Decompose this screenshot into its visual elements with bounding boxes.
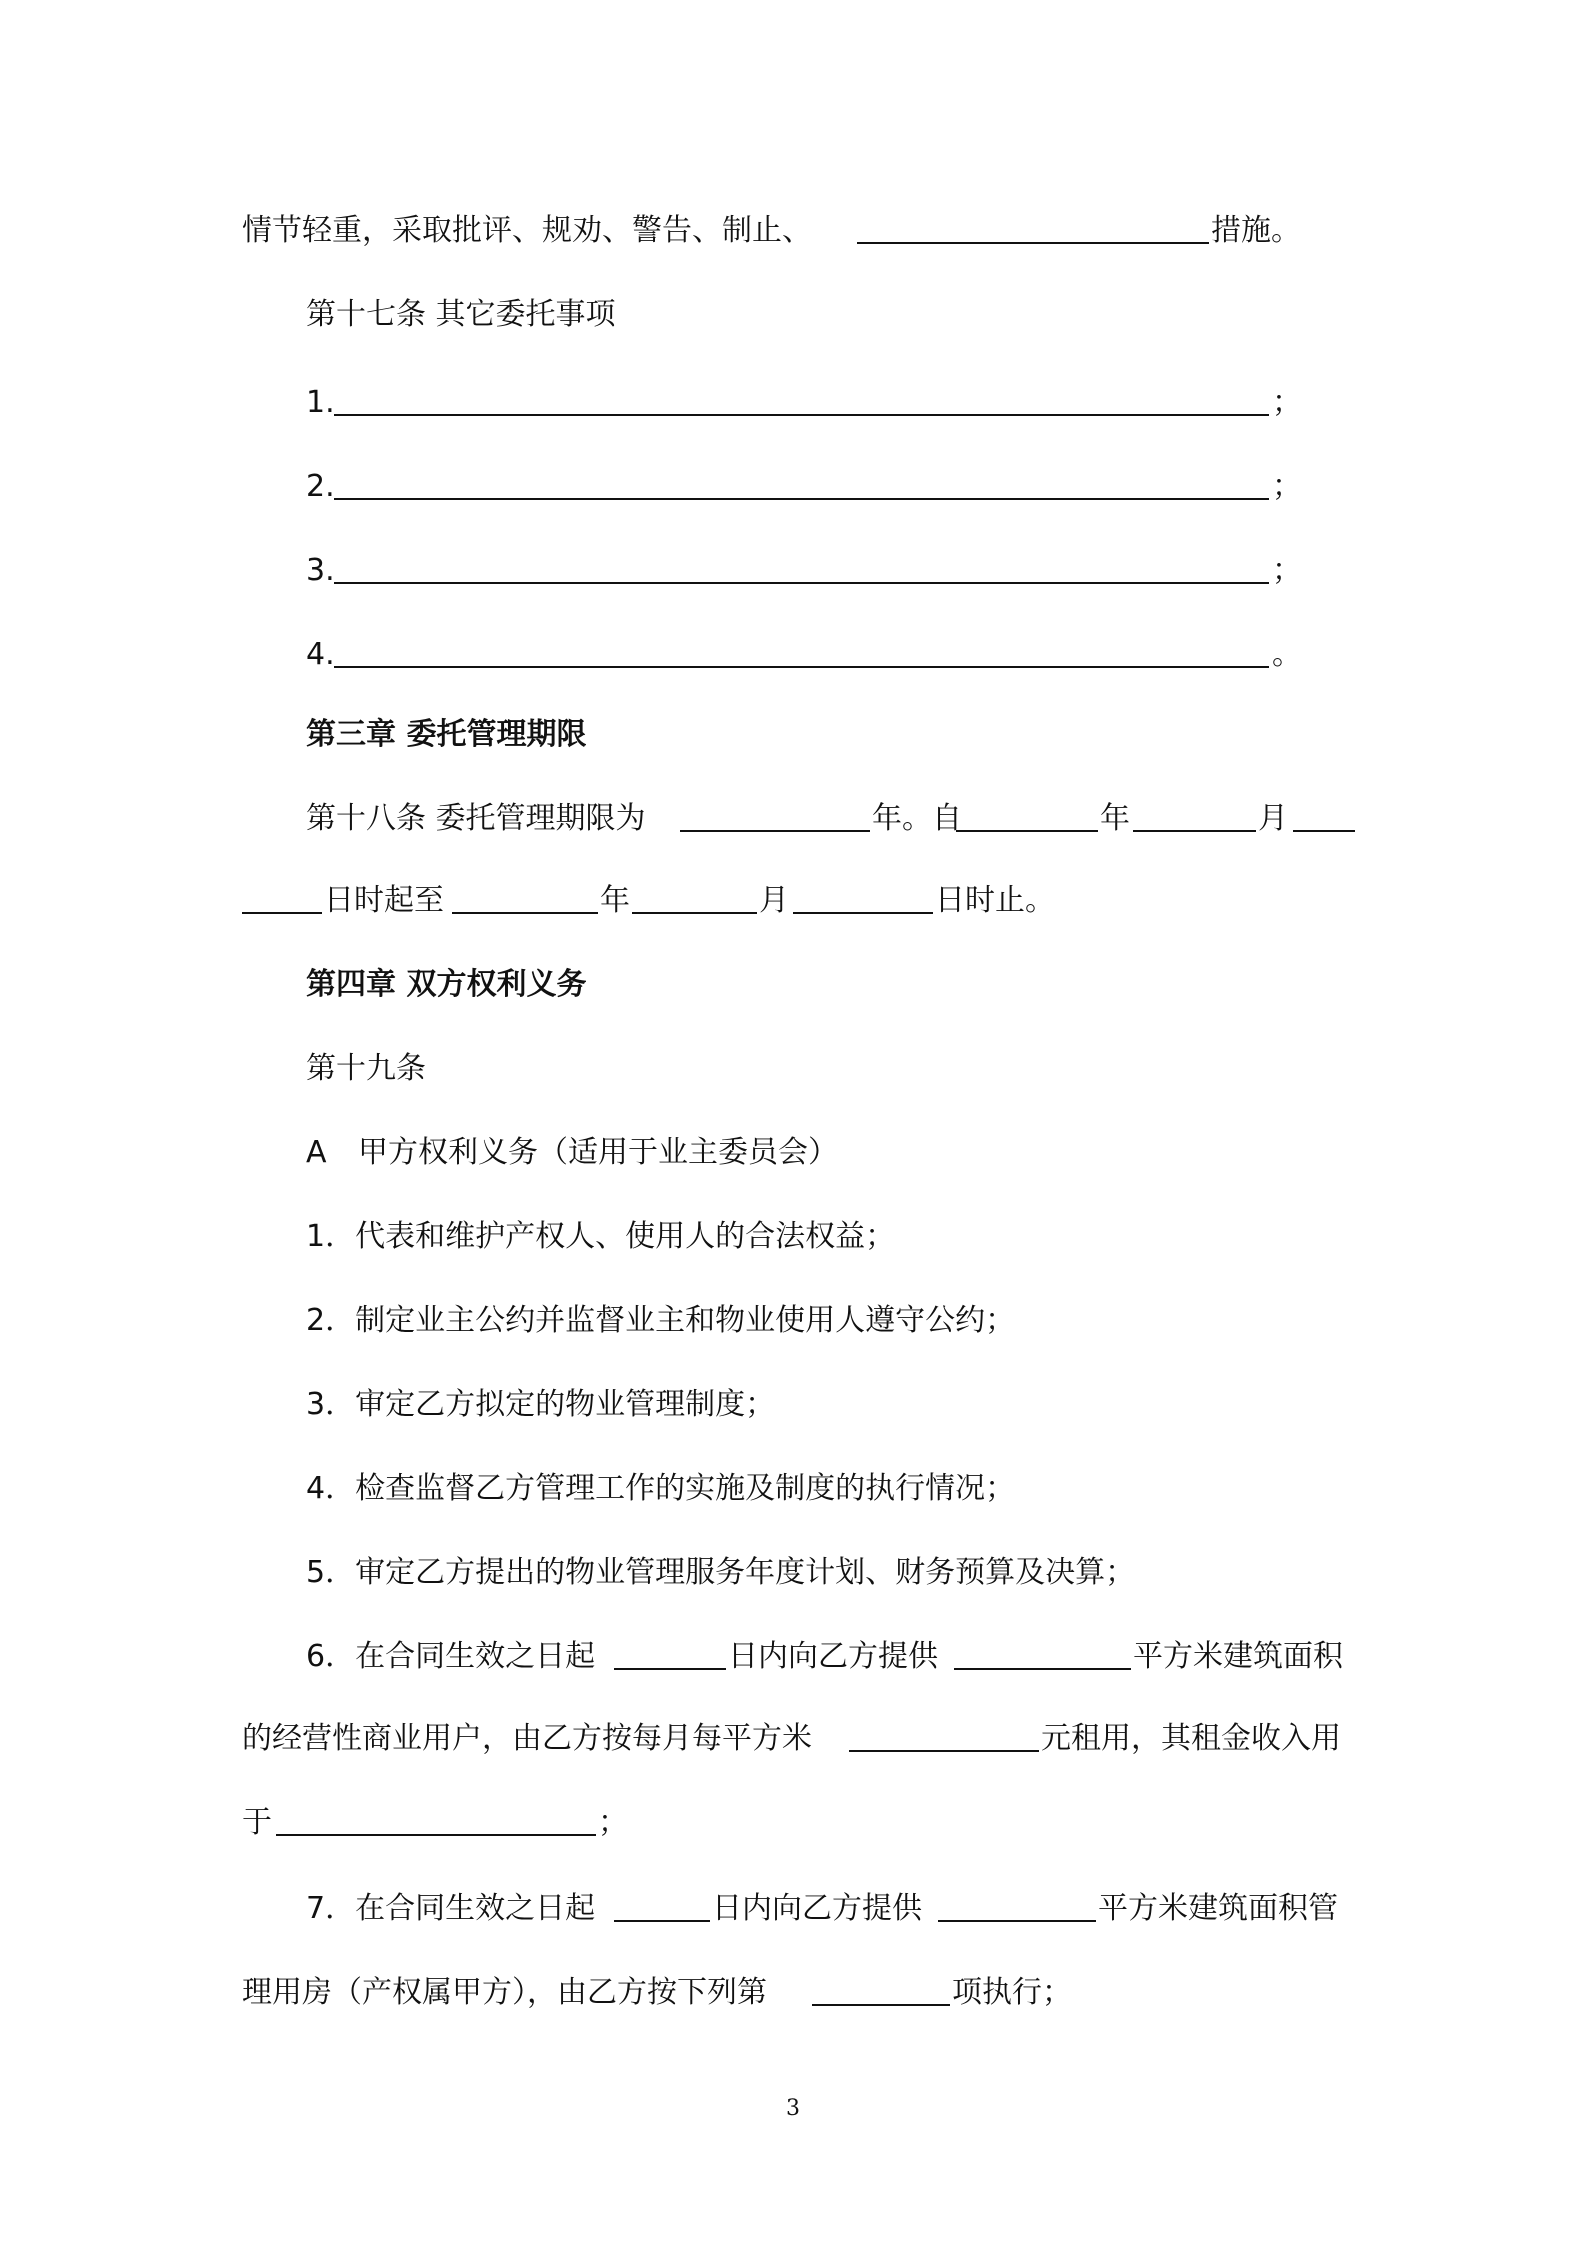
list-item bbox=[0, 464, 1586, 510]
chapter-3-heading bbox=[0, 712, 1586, 758]
right-6-text: 的经营性商业用户，由乙方按每月每平方米 bbox=[242, 1721, 812, 1756]
item-number: 4. bbox=[306, 637, 335, 672]
blank-field[interactable] bbox=[956, 830, 1098, 832]
right-6-text: 6．在合同生效之日起 bbox=[306, 1639, 596, 1674]
list-item bbox=[0, 1382, 1586, 1428]
right-7-text: 项执行； bbox=[952, 1975, 1072, 2010]
blank-field[interactable] bbox=[680, 830, 870, 832]
right-item-text: 1．代表和维护产权人、使用人的合法权益； bbox=[306, 1219, 896, 1254]
right-6-line-1 bbox=[0, 1634, 1586, 1680]
item-number: 1. bbox=[306, 385, 335, 420]
art18-month-label: 月 bbox=[1258, 801, 1288, 836]
blank-field[interactable] bbox=[938, 1920, 1096, 1922]
right-item-text: 3．审定乙方拟定的物业管理制度； bbox=[306, 1387, 776, 1422]
measures-text: 情节轻重，采取批评、规劝、警告、制止、 bbox=[242, 213, 812, 248]
item-end: ； bbox=[1272, 553, 1302, 588]
right-item-text: 2．制定业主公约并监督业主和物业使用人遵守公约； bbox=[306, 1303, 1016, 1338]
blank-field[interactable] bbox=[334, 414, 1269, 416]
chapter-4-text: 第四章 双方权利义务 bbox=[306, 967, 587, 1002]
right-6-text: 于 bbox=[242, 1805, 272, 1840]
right-7-text: 平方米建筑面积管 bbox=[1098, 1891, 1338, 1926]
right-6-text: 日内向乙方提供 bbox=[728, 1639, 938, 1674]
art18-end-label: 日时止。 bbox=[935, 883, 1055, 918]
text-line-measures bbox=[0, 208, 1586, 254]
list-item bbox=[0, 1214, 1586, 1260]
art18-year-label: 年 bbox=[600, 883, 630, 918]
blank-field[interactable] bbox=[857, 242, 1209, 244]
article-19-heading bbox=[0, 1046, 1586, 1092]
art18-year-label: 年 bbox=[1100, 801, 1130, 836]
chapter-4-heading bbox=[0, 962, 1586, 1008]
list-item bbox=[0, 1298, 1586, 1344]
right-6-text: 元租用，其租金收入用 bbox=[1041, 1721, 1341, 1756]
item-end: ； bbox=[1272, 469, 1302, 504]
item-number: 2. bbox=[306, 469, 335, 504]
article-18-text: 第十八条 委托管理期限为 bbox=[306, 801, 646, 836]
article-19-text: 第十九条 bbox=[306, 1051, 426, 1086]
list-item bbox=[0, 632, 1586, 678]
blank-field[interactable] bbox=[1293, 830, 1355, 832]
right-7-text: 理用房（产权属甲方），由乙方按下列第 bbox=[242, 1975, 767, 2010]
article-18-line-2 bbox=[0, 878, 1586, 924]
section-letter: A bbox=[306, 1135, 327, 1170]
right-7-line-2 bbox=[0, 1970, 1586, 2016]
blank-field[interactable] bbox=[614, 1668, 726, 1670]
blank-field[interactable] bbox=[276, 1834, 596, 1836]
blank-field[interactable] bbox=[632, 912, 757, 914]
blank-field[interactable] bbox=[849, 1750, 1039, 1752]
item-end: 。 bbox=[1272, 637, 1302, 672]
chapter-3-text: 第三章 委托管理期限 bbox=[306, 717, 587, 752]
right-item-text: 4．检查监督乙方管理工作的实施及制度的执行情况； bbox=[306, 1471, 1016, 1506]
blank-field[interactable] bbox=[793, 912, 933, 914]
measures-end: 措施。 bbox=[1211, 213, 1301, 248]
article-17-text: 第十七条 其它委托事项 bbox=[306, 297, 616, 332]
item-end: ； bbox=[1272, 385, 1302, 420]
blank-field[interactable] bbox=[452, 912, 598, 914]
section-title: 甲方权利义务（适用于业主委员会） bbox=[358, 1135, 838, 1170]
item-number: 3. bbox=[306, 553, 335, 588]
list-item bbox=[0, 1466, 1586, 1512]
right-7-line-1 bbox=[0, 1886, 1586, 1932]
page-number: 3 bbox=[786, 2096, 800, 2121]
blank-field[interactable] bbox=[334, 666, 1269, 668]
art18-month-label: 月 bbox=[759, 883, 789, 918]
right-item-text: 5．审定乙方提出的物业管理服务年度计划、财务预算及决算； bbox=[306, 1555, 1136, 1590]
right-6-line-2 bbox=[0, 1716, 1586, 1762]
list-item bbox=[0, 1550, 1586, 1596]
right-6-line-3 bbox=[0, 1800, 1586, 1846]
right-7-text: 日内向乙方提供 bbox=[712, 1891, 922, 1926]
blank-field[interactable] bbox=[614, 1920, 710, 1922]
blank-field[interactable] bbox=[242, 912, 322, 914]
right-6-text: 平方米建筑面积 bbox=[1133, 1639, 1343, 1674]
section-a-heading bbox=[0, 1130, 1586, 1176]
list-item bbox=[0, 548, 1586, 594]
article-18-line-1 bbox=[0, 796, 1586, 842]
art18-year-label: 年。自 bbox=[872, 801, 962, 836]
blank-field[interactable] bbox=[812, 2004, 950, 2006]
article-17-heading bbox=[0, 292, 1586, 338]
right-6-text: ； bbox=[598, 1805, 628, 1840]
blank-field[interactable] bbox=[954, 1668, 1131, 1670]
art18-from-label: 日时起至 bbox=[324, 883, 444, 918]
list-item bbox=[0, 380, 1586, 426]
blank-field[interactable] bbox=[334, 498, 1269, 500]
blank-field[interactable] bbox=[1133, 830, 1256, 832]
blank-field[interactable] bbox=[334, 582, 1269, 584]
right-7-text: 7．在合同生效之日起 bbox=[306, 1891, 596, 1926]
